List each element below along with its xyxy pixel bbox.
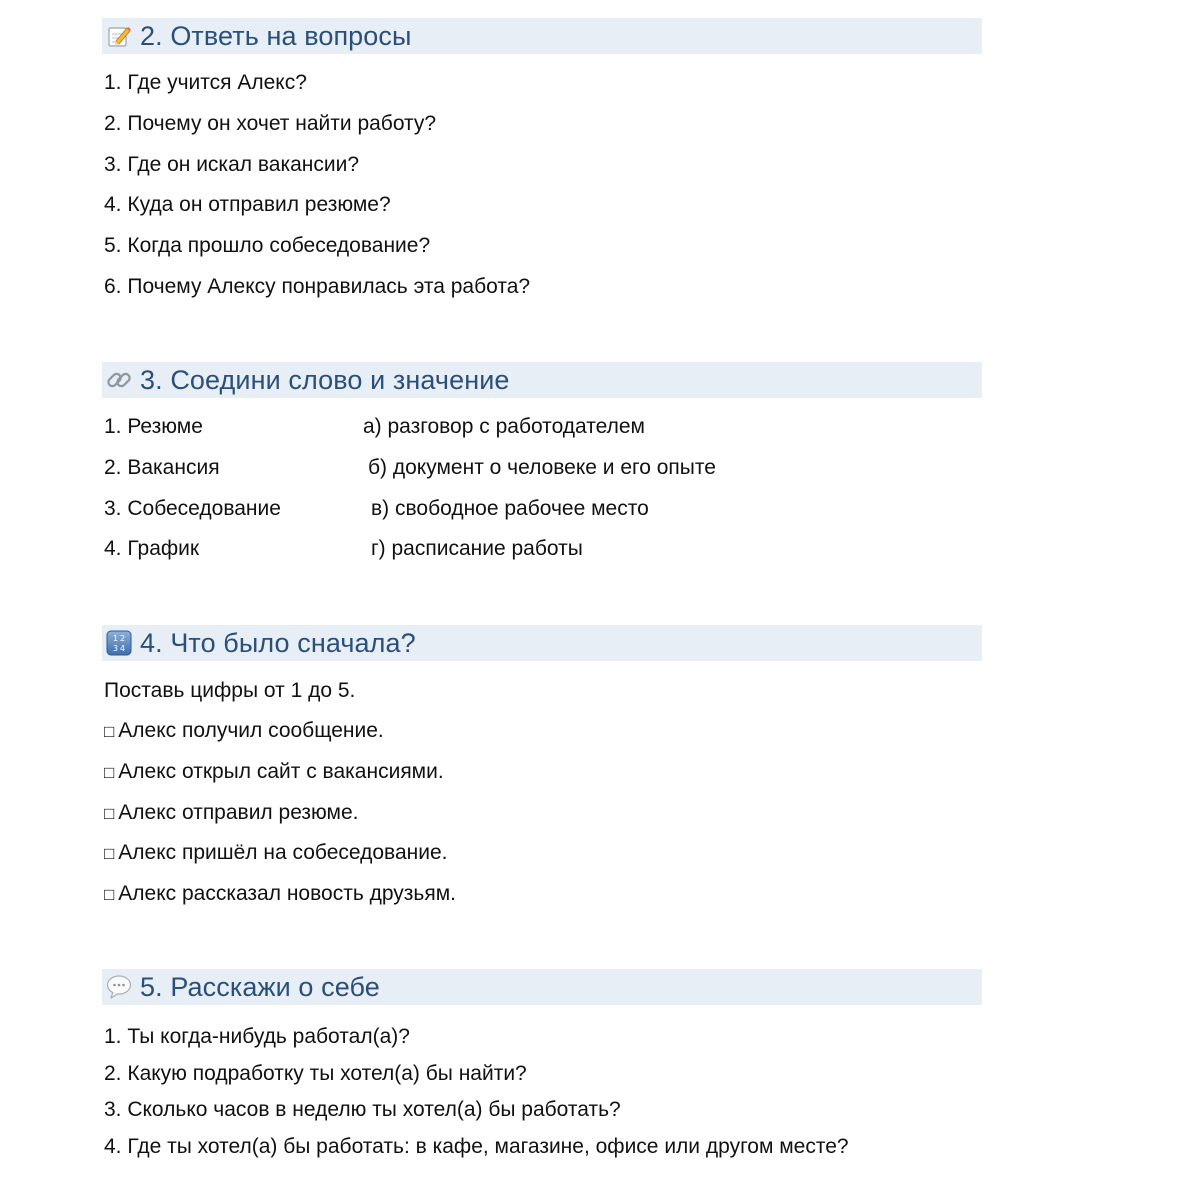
match-meaning: б) документ о человеке и его опыте	[368, 456, 716, 479]
question-item: 1. Где учится Алекс?	[104, 71, 307, 94]
question-item: 6. Почему Алексу понравилась эта работа?	[104, 275, 531, 298]
section-3-title: 3. Соедини слово и значение	[140, 364, 510, 395]
order-item	[104, 882, 456, 907]
match-meaning: а) разговор с работодателем	[363, 415, 645, 438]
order-item-text: Алекс рассказал новость друзьям.	[118, 882, 457, 905]
section-4-header	[102, 625, 982, 661]
question-item: 3. Где он искал вакансии?	[104, 153, 360, 176]
question-item: 2. Какую подработку ты хотел(а) бы найти?	[104, 1062, 527, 1085]
checkbox-icon: □	[104, 844, 115, 863]
order-item	[104, 719, 384, 744]
memo-icon	[105, 22, 133, 50]
order-item	[104, 801, 359, 826]
checkbox-icon: □	[104, 804, 115, 823]
svg-text:4: 4	[120, 644, 126, 653]
checkbox-icon: □	[104, 763, 115, 782]
section-2-title: 2. Ответь на вопросы	[140, 20, 412, 51]
question-item: 2. Почему он хочет найти работу?	[104, 112, 437, 135]
match-word: 1. Резюме	[104, 415, 203, 438]
match-word: 4. График	[104, 537, 200, 560]
match-meaning: в) свободное рабочее место	[371, 497, 649, 520]
order-item-text: Алекс пришёл на собеседование.	[118, 841, 448, 864]
question-item: 4. Где ты хотел(а) бы работать: в кафе, магазине, офисе или другом месте?	[104, 1135, 849, 1158]
link-icon	[105, 366, 133, 394]
question-item: 1. Ты когда-нибудь работал(а)?	[104, 1025, 410, 1048]
svg-text:2: 2	[120, 634, 126, 643]
order-item-text: Алекс открыл сайт с вакансиями.	[118, 760, 444, 783]
svg-text:3: 3	[113, 644, 119, 653]
section-5-header	[102, 969, 982, 1005]
order-item	[104, 760, 444, 785]
checkbox-icon: □	[104, 885, 115, 904]
section-3-header	[102, 362, 982, 398]
svg-text:1: 1	[113, 634, 119, 643]
order-item	[104, 841, 447, 866]
section-2-header	[102, 18, 982, 54]
match-meaning: г) расписание работы	[371, 537, 583, 560]
checkbox-icon: □	[104, 722, 115, 741]
question-item: 4. Куда он отправил резюме?	[104, 193, 391, 216]
order-item-text: Алекс отправил резюме.	[118, 801, 359, 824]
match-word: 2. Вакансия	[104, 456, 220, 479]
question-item: 3. Сколько часов в неделю ты хотел(а) бы работать?	[104, 1098, 621, 1121]
instruction-text: Поставь цифры от 1 до 5.	[104, 679, 356, 702]
match-word: 3. Собеседование	[104, 497, 281, 520]
question-item: 5. Когда прошло собеседование?	[104, 234, 431, 257]
order-item-text: Алекс получил сообщение.	[118, 719, 384, 742]
speech-bubble-icon	[105, 973, 133, 1001]
section-4-title: 4. Что было сначала?	[140, 627, 416, 658]
section-5-title: 5. Расскажи о себе	[140, 971, 380, 1002]
numbers-icon	[105, 629, 133, 657]
